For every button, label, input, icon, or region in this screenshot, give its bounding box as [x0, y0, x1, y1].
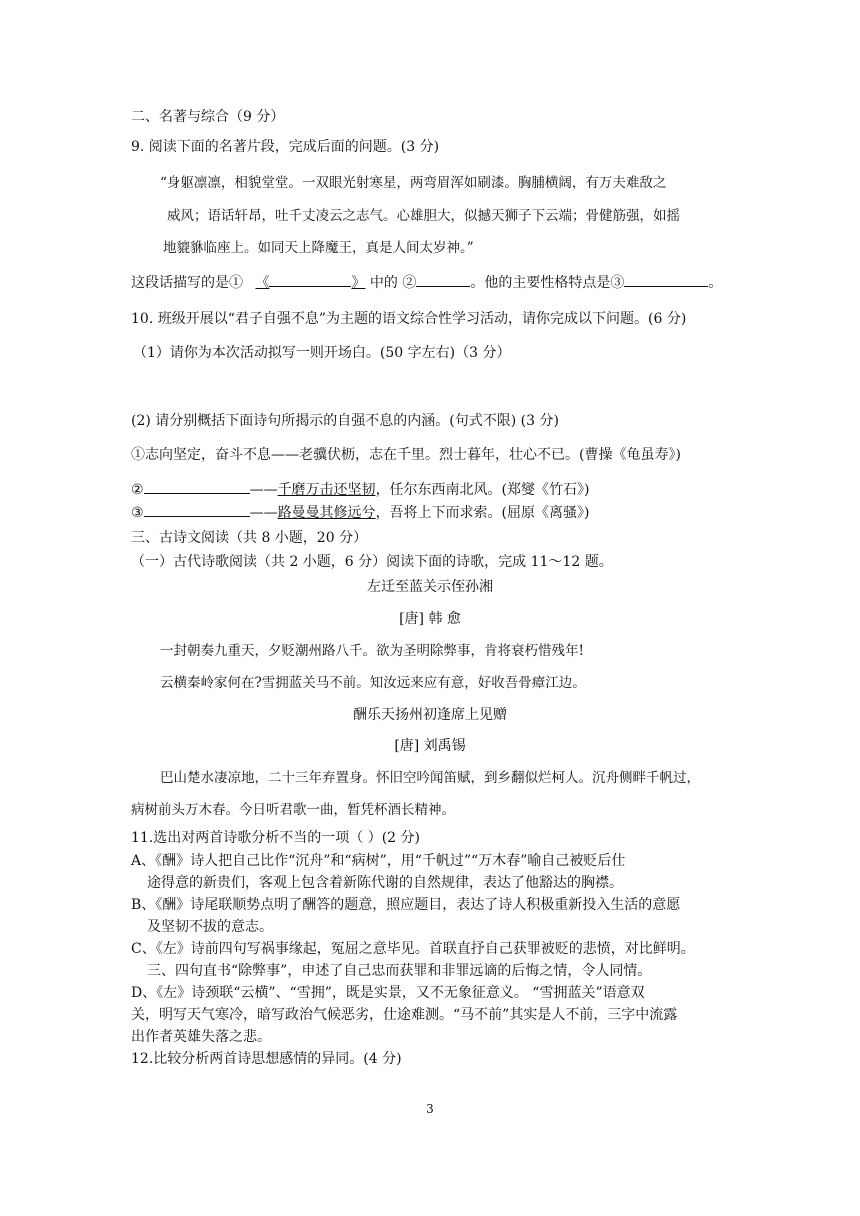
- q11-option-b-line-2: 及坚韧不拔的意志。: [147, 919, 273, 935]
- q11-option-d-line-1: D、《左》诗颈联“云横”、“雪拥”，既是实景，又不无象征意义。 “雪拥蓝关”语意双: [131, 985, 645, 1001]
- q11-option-a-line-2: 途得意的新贵们，客观上包含着新陈代谢的自然规律，表达了他豁达的胸襟。: [147, 875, 623, 891]
- question-9-stem: 9. 阅读下面的名著片段，完成后面的问题。(3 分): [131, 139, 440, 155]
- q11-option-c-line-2: 三、四句直书“除弊事”，申述了自己忠而获罪和非罪远谪的后悔之情，令人同情。: [147, 963, 652, 979]
- q9-fill-mid-1: 中的 ②: [369, 275, 417, 291]
- q9-fill-line: [131, 272, 722, 292]
- q9-blank-name[interactable]: [416, 272, 470, 287]
- q9-passage-line-2: 威风；语话轩昂，吐千丈凌云之志气。心雄胆大，似撼天狮子下云端；骨健筋强，如摇: [167, 208, 680, 224]
- section-2-heading: 二、名著与综合（9 分）: [131, 109, 285, 125]
- poem-1-line-2: 云横秦岭家何在?雪拥蓝关马不前。知汝远来应有意，好收吾骨瘴江边。: [160, 675, 586, 691]
- q9-passage-line-3: 地貔貅临座上。如同天上降魔王，真是人间太岁神。”: [163, 240, 474, 256]
- page-number: 3: [426, 1102, 434, 1116]
- q10-example-3: [131, 502, 590, 522]
- section-3-heading: 三、古诗文阅读（共 8 小题，20 分）: [131, 530, 368, 546]
- q10-sub-2: (2) 请分别概括下面诗句所揭示的自强不息的内涵。(句式不限) (3 分): [131, 413, 559, 429]
- q11-option-d-line-2: 关，明写天气寒冷，暗写政治气候恶劣，仕途难测。“马不前”其实是人不前，三字中流露: [131, 1007, 678, 1023]
- q10-ex3-blank[interactable]: [144, 502, 250, 517]
- poem-1-title: 左迁至蓝关示侄孙湘: [367, 579, 493, 595]
- poem-2-line-2: 病树前头万木春。今日听君歌一曲，暂凭杯酒长精神。: [131, 802, 455, 818]
- q11-option-a-line-1: A、《酬》诗人把自己比作“沉舟”和“病树”，用“千帆过”“万木春”喻自己被贬后仕: [131, 853, 626, 869]
- q10-ex2-num: ②: [131, 482, 144, 498]
- q11-option-c-line-1: C、《左》诗前四句写祸事缘起，冤屈之意毕见。首联直抒自己获罪被贬的悲愤，对比鲜明。: [131, 941, 695, 957]
- q9-passage-line-1: “身躯凛凛，相貌堂堂。一双眼光射寒星，两弯眉浑如刷漆。胸脯横阔，有万夫难敌之: [160, 175, 667, 191]
- question-10-stem: 10. 班级开展以“君子自强不息”为主题的语文综合性学习活动，请你完成以下问题。(6 分): [131, 311, 687, 327]
- q10-ex2-underlined: 千磨万击还坚韧: [277, 482, 376, 498]
- q10-sub-1: （1）请你为本次活动拟写一则开场白。(50 字左右)（3 分）: [133, 345, 511, 361]
- poem-2-line-1: 巴山楚水凄凉地，二十三年弃置身。怀旧空吟闻笛赋，到乡翻似烂柯人。沉舟侧畔千帆过，: [160, 770, 700, 786]
- question-11-stem: 11.选出对两首诗歌分析不当的一项（ ）(2 分): [131, 830, 420, 846]
- q10-ex3-underlined: 路曼曼其修远兮: [277, 505, 376, 521]
- q10-ex3-dash: ——: [249, 505, 278, 521]
- q10-ex3-num: ③: [131, 505, 144, 521]
- q11-option-d-line-3: 出作者英雄失落之悲。: [131, 1029, 271, 1045]
- q9-fill-prefix: 这段话描写的是①: [131, 275, 243, 291]
- q9-blank-book[interactable]: [269, 272, 351, 287]
- q10-ex2-dash: ——: [249, 482, 278, 498]
- poem-1-author: [唐] 韩 愈: [399, 611, 461, 627]
- q10-ex3-rest: ，吾将上下而求索。(屈原《离骚》): [375, 505, 590, 521]
- q9-book-open: 《: [255, 275, 270, 291]
- poem-2-author: [唐] 刘禹锡: [394, 738, 466, 754]
- q10-example-1: ①志向坚定，奋斗不息——老骥伏枥，志在千里。烈士暮年，壮心不已。(曹操《龟虽寿》): [131, 447, 681, 463]
- poem-2-title: 酬乐天扬州初逢席上见赠: [353, 707, 507, 723]
- q10-ex2-rest: ，任尔东西南北风。(郑燮《竹石》): [375, 482, 590, 498]
- q9-fill-mid-2: 。他的主要性格特点是③: [470, 275, 625, 291]
- q9-blank-trait[interactable]: [624, 272, 708, 287]
- question-12-stem: 12.比较分析两首诗思想感情的异同。(4 分): [131, 1051, 402, 1067]
- q11-option-b-line-1: B、《酬》诗尾联顺势点明了酬答的题意，照应题目，表达了诗人积极重新投入生活的意愿: [131, 897, 681, 913]
- part-1-heading: （一）古代诗歌阅读（共 2 小题，6 分）阅读下面的诗歌，完成 11～12 题。: [131, 554, 613, 570]
- poem-1-line-1: 一封朝奏九重天，夕贬潮州路八千。欲为圣明除弊事，肯将衰朽惜残年!: [160, 643, 584, 659]
- q9-book-close: 》: [351, 275, 366, 291]
- q9-fill-end: 。: [708, 275, 723, 291]
- q10-ex2-blank[interactable]: [144, 479, 250, 494]
- q10-example-2: [131, 479, 590, 499]
